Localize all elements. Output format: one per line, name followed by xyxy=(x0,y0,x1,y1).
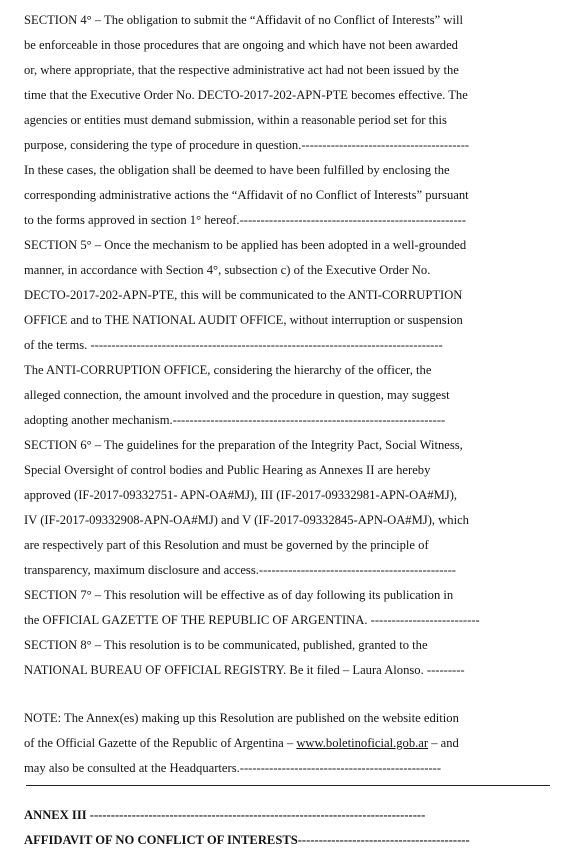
document-line: approved (IF-2017-09332751- APN-OA#MJ), III (IF-2017-09332981-APN-OA#MJ), xyxy=(24,488,458,502)
gazette-website-link[interactable]: www.boletinoficial.gob.ar xyxy=(296,736,429,750)
document-line: Special Oversight of control bodies and Public Hearing as Annexes II are hereby xyxy=(24,463,431,477)
note-line-3: may also be consulted at the Headquarters.------------------------------------------------ xyxy=(24,761,442,775)
document-line: are respectively part of this Resolution and must be governed by the principle of xyxy=(24,538,429,552)
document-line: transparency, maximum disclosure and access.----------------------------------------------- xyxy=(24,563,456,577)
annex-title: ANNEX III -------------------------------------------------------------------------------- xyxy=(24,808,426,822)
note-text-before: of the Official Gazette of the Republic of Argentina – xyxy=(24,736,297,750)
document-line: IV (IF-2017-09332908-APN-OA#MJ) and V (IF-2017-09332845-APN-OA#MJ), which xyxy=(24,513,469,527)
document-line: purpose, considering the type of procedure in question.---------------------------------------- xyxy=(24,138,470,152)
note-text-after: – and xyxy=(428,736,459,750)
section-divider xyxy=(26,785,550,786)
document-line: manner, in accordance with Section 4°, subsection c) of the Executive Order No. xyxy=(24,263,431,277)
document-line: of the terms. ------------------------------------------------------------------------------------ xyxy=(24,338,443,352)
document-line: DECTO-2017-202-APN-PTE, this will be communicated to the ANTI-CORRUPTION xyxy=(24,288,463,302)
document-line: be enforceable in those procedures that are ongoing and which have not been awarded xyxy=(24,38,458,52)
document-line: the OFFICIAL GAZETTE OF THE REPUBLIC OF ARGENTINA. -------------------------- xyxy=(24,613,480,627)
note-line-2 xyxy=(24,735,548,751)
document-line: or, where appropriate, that the respective administrative act had not been issued by the xyxy=(24,63,459,77)
document-line: to the forms approved in section 1° hereof.------------------------------------------------------ xyxy=(24,213,467,227)
document-line: SECTION 6° – The guidelines for the preparation of the Integrity Pact, Social Witness, xyxy=(24,438,463,452)
document-line: SECTION 7° – This resolution will be effective as of day following its publication in xyxy=(24,588,454,602)
document-line: agencies or entities must demand submission, within a reasonable period set for this xyxy=(24,113,447,127)
document-line: corresponding administrative actions the “Affidavit of no Conflict of Interests” pursuant xyxy=(24,188,469,202)
document-line: SECTION 5° – Once the mechanism to be applied has been adopted in a well-grounded xyxy=(24,238,467,252)
document-line: In these cases, the obligation shall be deemed to have been fulfilled by enclosing the xyxy=(24,163,450,177)
document-line: SECTION 8° – This resolution is to be communicated, published, granted to the xyxy=(24,638,428,652)
document-line: The ANTI-CORRUPTION OFFICE, considering the hierarchy of the officer, the xyxy=(24,363,432,377)
document-line: alleged connection, the amount involved and the procedure in question, may suggest xyxy=(24,388,450,402)
document-line: SECTION 4° – The obligation to submit the “Affidavit of no Conflict of Interests” will xyxy=(24,13,463,27)
document-line: adopting another mechanism.----------------------------------------------------------------- xyxy=(24,413,446,427)
document-line: NOTE: The Annex(es) making up this Resolution are published on the website edition xyxy=(24,711,459,725)
document-line: OFFICE and to THE NATIONAL AUDIT OFFICE, without interruption or suspension xyxy=(24,313,463,327)
annex-subtitle: AFFIDAVIT OF NO CONFLICT OF INTERESTS----------------------------------------- xyxy=(24,833,470,847)
document-line: NATIONAL BUREAU OF OFFICIAL REGISTRY. Be it filed – Laura Alonso. --------- xyxy=(24,663,465,677)
document-line: time that the Executive Order No. DECTO-2017-202-APN-PTE becomes effective. The xyxy=(24,88,468,102)
